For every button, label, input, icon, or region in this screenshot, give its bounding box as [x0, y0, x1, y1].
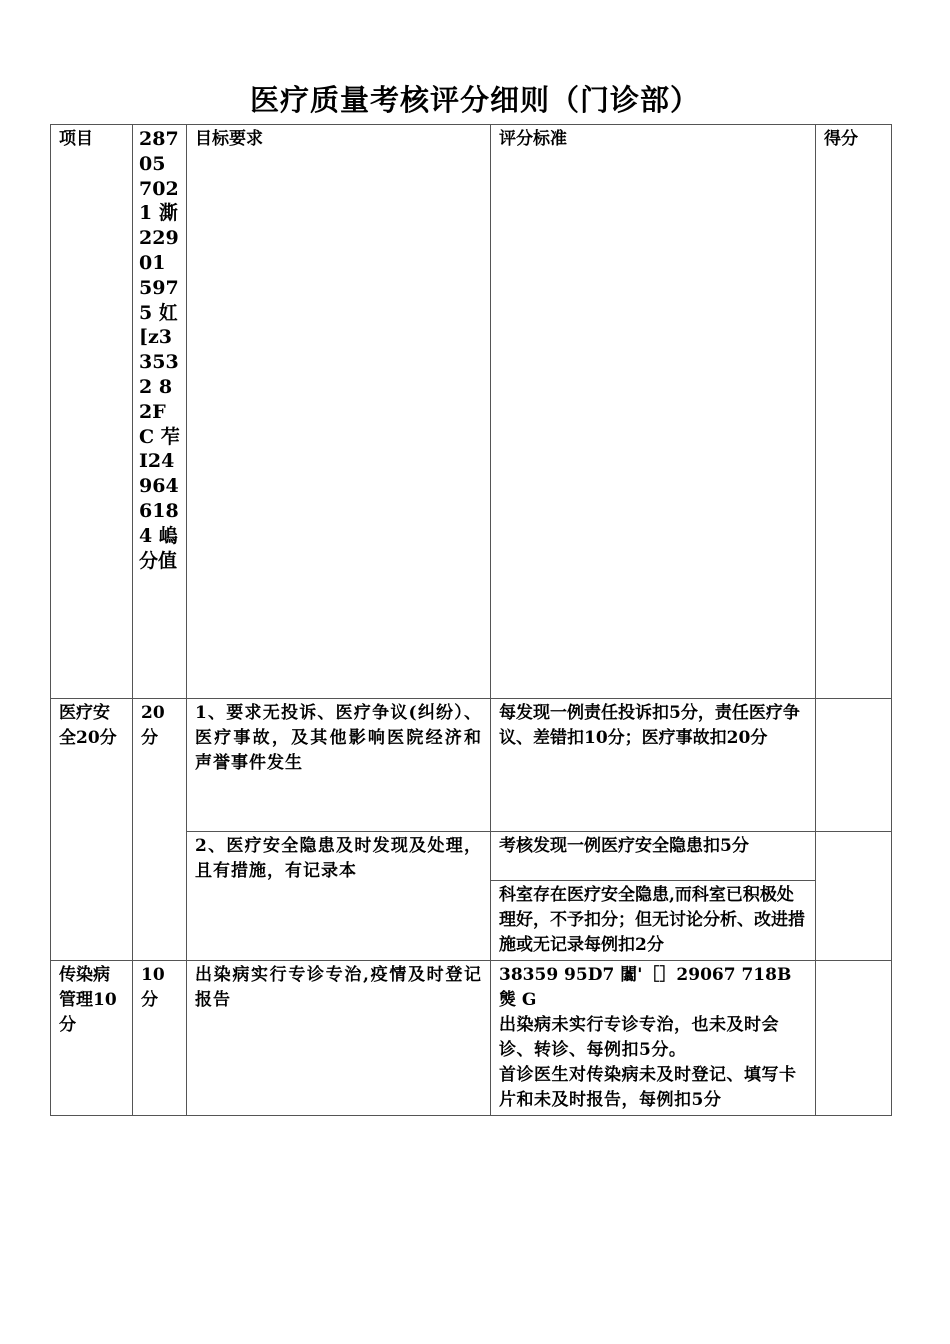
row-target-2: 2、医疗安全隐患及时发现及处理，且有措施，有记录本 — [187, 832, 491, 961]
header-code-value: 28705 7021 澌 22901 5975 妅 [z3 3532 82FC 苲 I24 964618 4 嵨 分值 — [133, 125, 187, 699]
table-row — [51, 961, 892, 1116]
score-cell-2 — [816, 832, 892, 961]
header-target: 目标要求 — [187, 125, 491, 699]
row-item-medical-safety: 医疗安全20分 — [51, 699, 133, 961]
row-value-infectious-disease: 10分 — [133, 961, 187, 1116]
row-criteria-3 — [491, 961, 816, 1116]
row-target-1: 1、要求无投诉、医疗争议(纠纷）、医疗事故，及其他影响医院经济和声誉事件发生 — [187, 699, 491, 832]
score-cell-1 — [816, 699, 892, 832]
page-title: 医疗质量考核评分细则（门诊部） — [249, 83, 700, 117]
table-header-row — [51, 125, 892, 699]
header-score: 得分 — [816, 125, 892, 699]
row-criteria-3a: 出染病未实行专诊专治，也未及时会诊、转诊、每例扣5分。 — [499, 1015, 779, 1060]
row-criteria-2b: 科室存在医疗安全隐患,而科室已积极处理好，不予扣分；但无讨论分析、改进措施或无记录每例扣2分 — [499, 885, 805, 955]
row-value-medical-safety: 20分 — [133, 699, 187, 961]
row-criteria-2 — [491, 832, 816, 961]
table-row — [51, 699, 892, 832]
row-criteria-2a: 考核发现一例医疗安全隐患扣5分 — [491, 832, 815, 881]
row-criteria-3-noise: 38359 95D7 闟'［］29067 718B 熋 G — [499, 965, 792, 1010]
row-criteria-3b: 首诊医生对传染病未及时登记、填写卡片和未及时报告，每例扣5分 — [499, 1065, 797, 1110]
row-criteria-1: 每发现一例责任投诉扣5分，责任医疗争议、差错扣10分；医疗事故扣20分 — [491, 699, 816, 832]
row-item-infectious-disease: 传染病管理10分 — [51, 961, 133, 1116]
scoring-table — [50, 124, 892, 1116]
header-item: 项目 — [51, 125, 133, 699]
score-cell-3 — [816, 961, 892, 1116]
row-target-3: 出染病实行专诊专治,疫情及时登记报告 — [187, 961, 491, 1116]
header-criteria: 评分标准 — [491, 125, 816, 699]
